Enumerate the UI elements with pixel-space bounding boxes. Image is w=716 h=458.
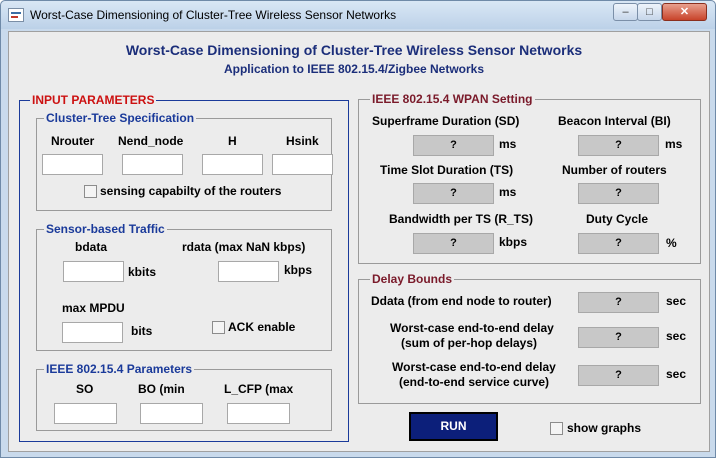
l-cfp-input[interactable] [227,403,290,424]
rdata-input[interactable] [218,261,279,282]
bdata-label: bdata [75,240,108,254]
so-input[interactable] [54,403,117,424]
show-graphs-checkbox[interactable] [550,422,563,435]
figure-content [8,31,710,452]
ddata-label: Ddata (from end node to router) [371,294,552,308]
nend-node-label: Nend_node [118,134,184,148]
window-title: Worst-Case Dimensioning of Cluster-Tree Wireless Sensor Networks [30,8,397,22]
ieee-parameters-legend: IEEE 802.15.4 Parameters [46,362,193,376]
ack-enable-checkbox[interactable] [212,321,225,334]
time-slot-duration-value: ? [413,183,494,204]
hsink-input[interactable] [272,154,333,175]
nrouter-label: Nrouter [51,134,95,148]
nend-node-input[interactable] [122,154,183,175]
duty-cycle-value: ? [578,233,659,254]
duty-cycle-unit: % [666,236,677,250]
time-slot-duration-unit: ms [499,185,517,199]
bdata-input[interactable] [63,261,124,282]
maximize-button[interactable]: □ [637,3,662,21]
beacon-interval-value: ? [578,135,659,156]
delay-bounds-panel [358,272,701,404]
cluster-tree-panel [36,111,332,211]
bo-label: BO (min [138,382,185,396]
input-parameters-panel [19,93,349,442]
number-of-routers-label: Number of routers [562,163,667,177]
service-curve-delay-label-line2: (end-to-end service curve) [399,375,550,389]
sensing-capability-label[interactable]: sensing capabilty of the routers [100,184,282,198]
page-subtitle: Application to IEEE 802.15.4/Zigbee Networks [223,62,485,76]
wpan-setting-legend: IEEE 802.15.4 WPAN Setting [372,92,533,106]
delay-bounds-legend: Delay Bounds [372,272,453,286]
service-curve-delay-value: ? [578,365,659,386]
per-hop-delay-label-line1: Worst-case end-to-end delay [390,321,554,335]
h-label: H [228,134,237,148]
ddata-unit: sec [666,294,687,308]
bandwidth-per-ts-unit: kbps [499,235,528,249]
bo-input[interactable] [140,403,203,424]
hsink-label: Hsink [286,134,319,148]
rdata-label: rdata (max NaN kbps) [182,240,306,254]
superframe-duration-unit: ms [499,137,517,151]
sensing-capability-checkbox[interactable] [84,185,97,198]
ieee-parameters-panel [36,362,332,431]
beacon-interval-label: Beacon Interval (BI) [558,114,671,128]
number-of-routers-value: ? [578,183,659,204]
service-curve-delay-label-line1: Worst-case end-to-end delay [392,360,556,374]
ack-enable-label[interactable]: ACK enable [228,320,296,334]
h-input[interactable] [202,154,263,175]
input-parameters-legend: INPUT PARAMETERS [32,93,155,107]
show-graphs-label[interactable]: show graphs [567,421,642,435]
beacon-interval-unit: ms [665,137,683,151]
so-label: SO [76,382,94,396]
ddata-value: ? [578,292,659,313]
page-title: Worst-Case Dimensioning of Cluster-Tree Wireless Sensor Networks [125,42,583,58]
close-button[interactable]: ✕ [662,3,707,21]
max-mpdu-unit: bits [131,324,153,338]
per-hop-delay-unit: sec [666,329,687,343]
sensor-traffic-legend: Sensor-based Traffic [46,222,165,236]
bandwidth-per-ts-value: ? [413,233,494,254]
minimize-button[interactable]: – [613,3,638,21]
max-mpdu-input[interactable] [62,322,123,343]
superframe-duration-label: Superframe Duration (SD) [372,114,520,128]
max-mpdu-label: max MPDU [62,301,125,315]
cluster-tree-legend: Cluster-Tree Specification [46,111,195,125]
l-cfp-label: L_CFP (max [224,382,294,396]
nrouter-input[interactable] [42,154,103,175]
bdata-unit: kbits [128,265,157,279]
service-curve-delay-unit: sec [666,367,687,381]
title-bar[interactable] [1,1,715,29]
matlab-figure-icon [8,8,24,22]
sensor-traffic-panel [36,222,332,351]
wpan-setting-panel [358,92,701,264]
superframe-duration-value: ? [413,135,494,156]
duty-cycle-label: Duty Cycle [586,212,649,226]
run-button[interactable]: RUN [409,412,498,441]
per-hop-delay-value: ? [578,327,659,348]
rdata-unit: kbps [284,263,313,277]
time-slot-duration-label: Time Slot Duration (TS) [380,163,514,177]
per-hop-delay-label-line2: (sum of per-hop delays) [401,336,538,350]
bandwidth-per-ts-label: Bandwidth per TS (R_TS) [389,212,533,226]
